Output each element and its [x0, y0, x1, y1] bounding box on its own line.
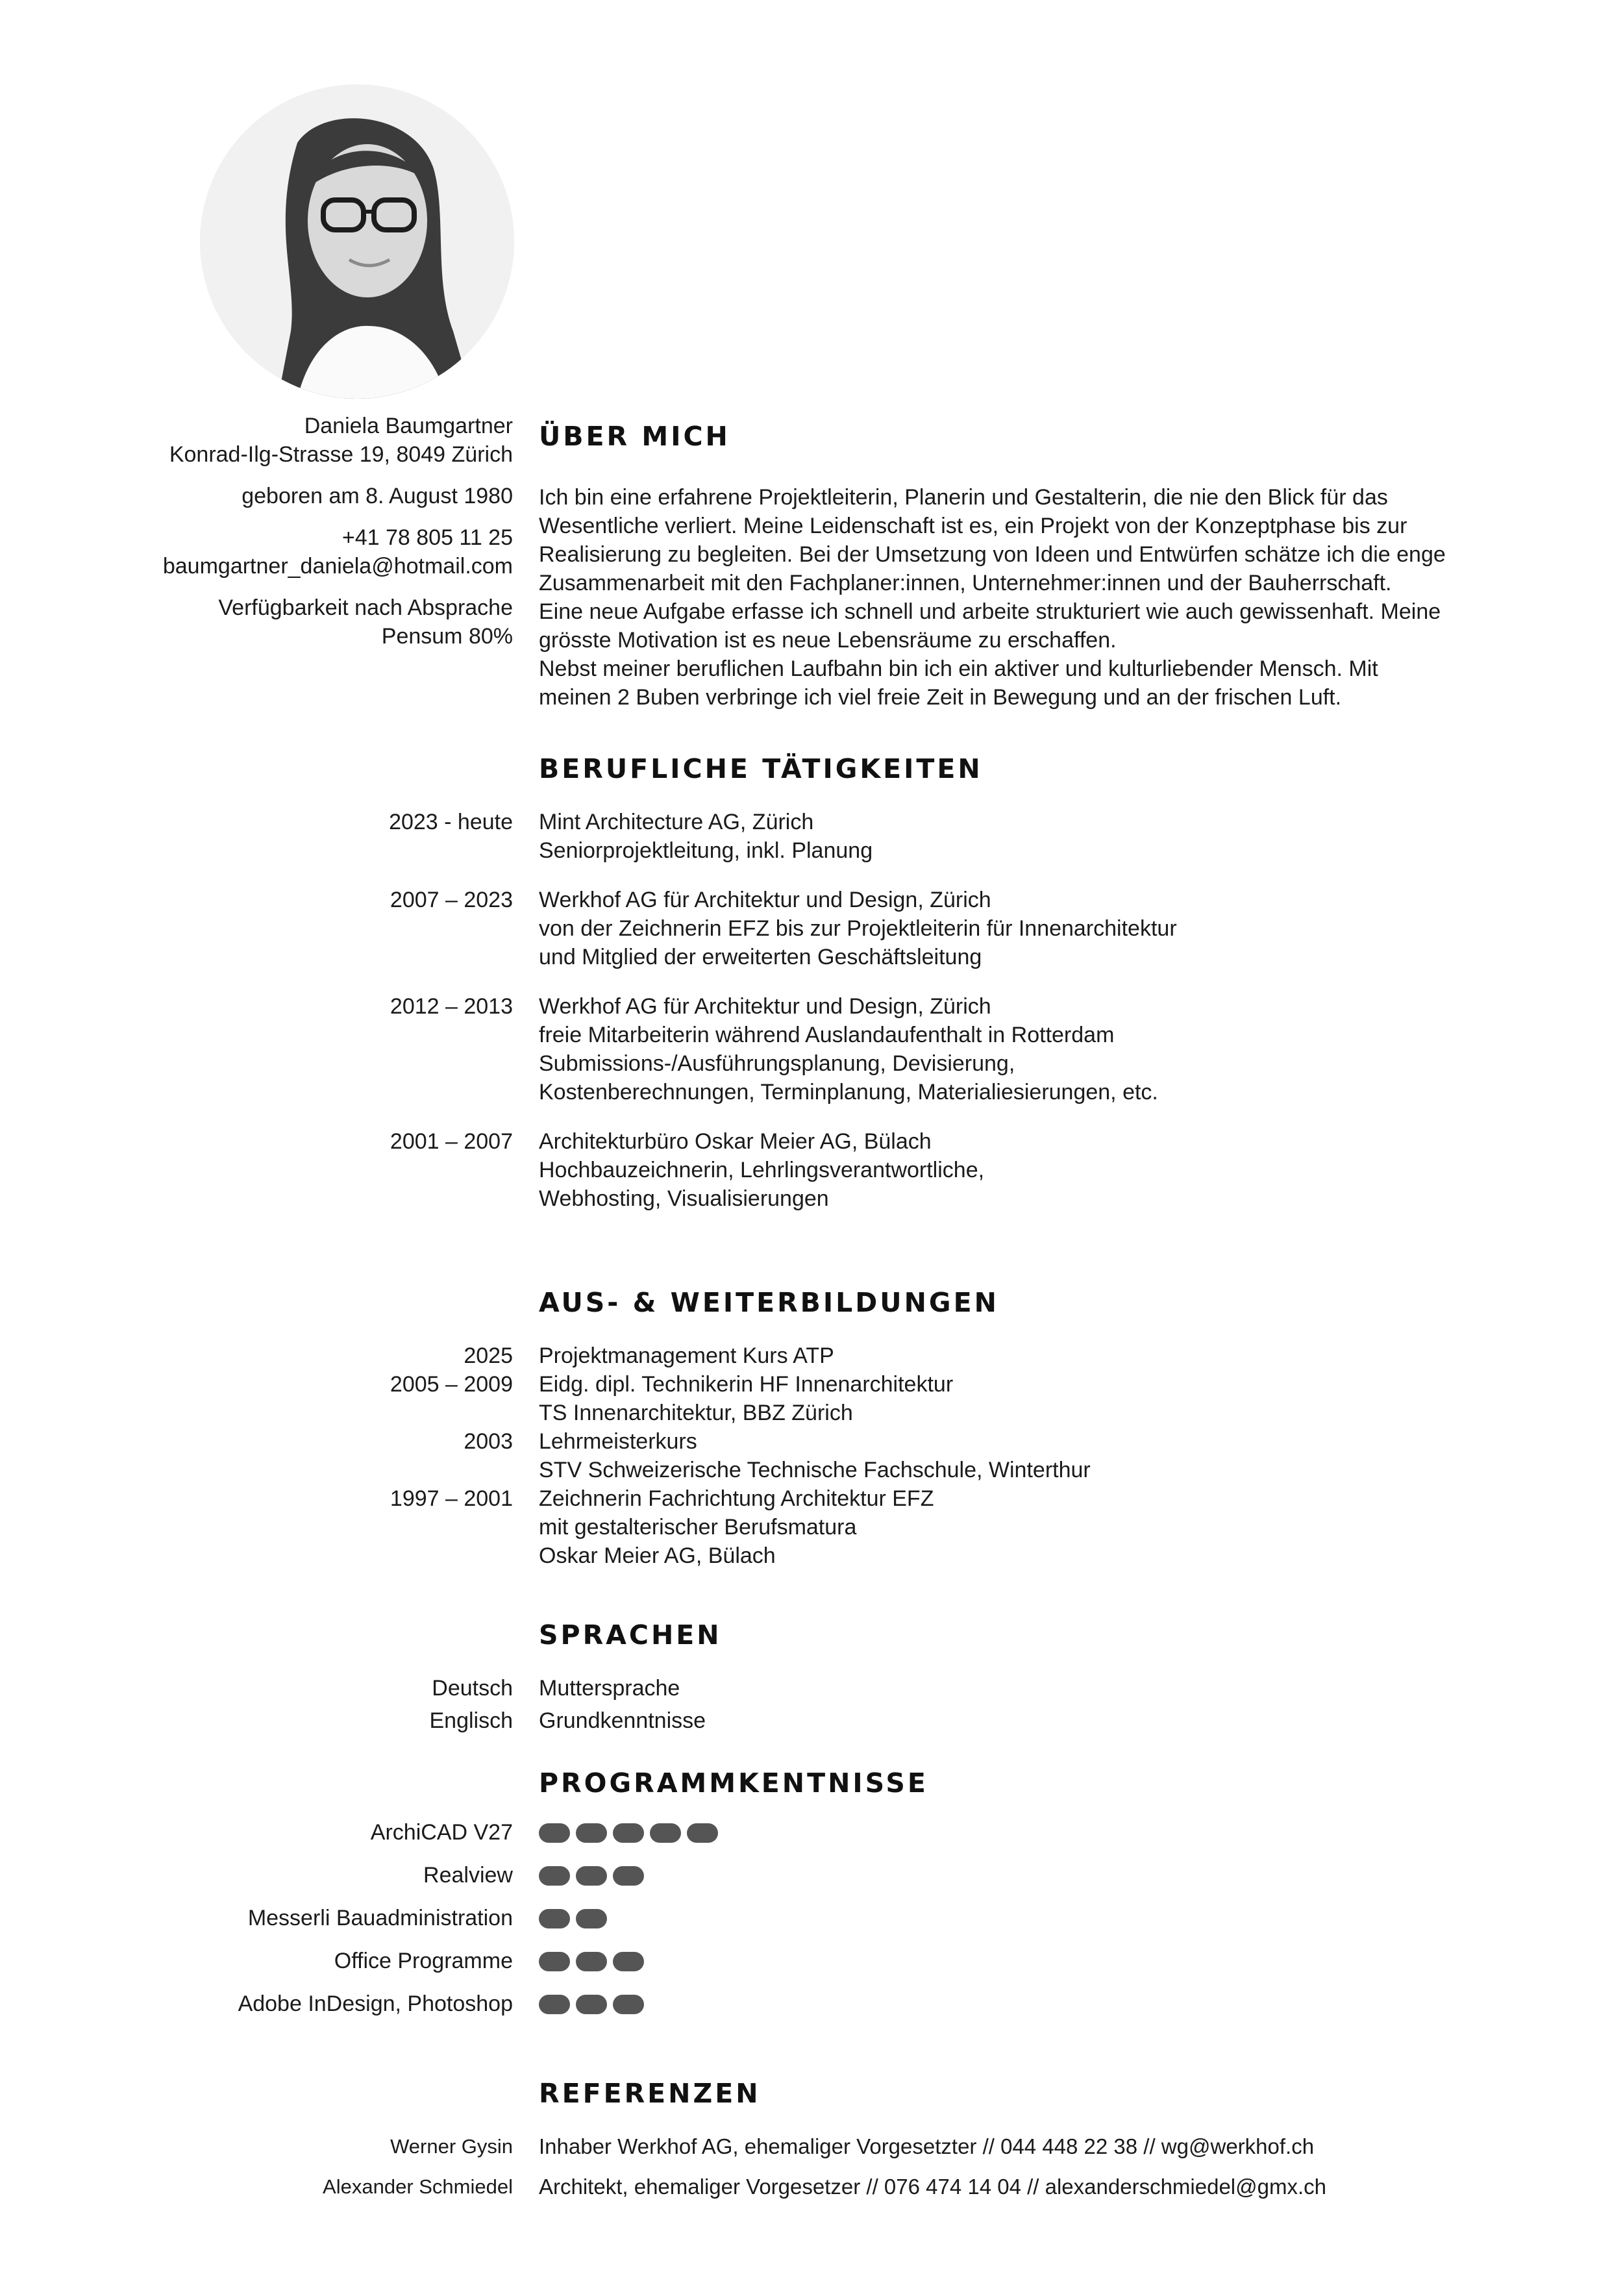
- rating-pill: [613, 1823, 644, 1843]
- about-line: Eine neue Aufgabe erfasse ich schnell und arbeite strukturiert wie auch gewissenhaft. Meine: [539, 599, 1441, 624]
- education-line: Eidg. dipl. Technikerin HF Innenarchitektur: [539, 1372, 954, 1397]
- portrait-illustration: [200, 84, 514, 399]
- education-details: [539, 1341, 1513, 1370]
- work-line: freie Mitarbeiterin während Auslandaufenthalt in Rotterdam: [539, 1023, 1115, 1047]
- profile-photo: [200, 84, 514, 399]
- rating-pill: [539, 1823, 570, 1843]
- work-period: 2023 - heute: [389, 810, 513, 834]
- rating-pill: [539, 1995, 570, 2014]
- language-name: Englisch: [429, 1708, 513, 1733]
- education-period: 2005 – 2009: [390, 1372, 513, 1397]
- contact-email: baumgartner_daniela@hotmail.com: [162, 554, 513, 579]
- skill-rating: [539, 1909, 607, 1928]
- about-line: Wesentliche verliert. Meine Leidenschaft ist es, ein Projekt von der Konzeptphase bis zur: [539, 514, 1407, 538]
- work-line: und Mitglied der erweiterten Geschäftsleitung: [539, 945, 982, 969]
- work-line: Werkhof AG für Architektur und Design, Zürich: [539, 888, 991, 912]
- education-line: Lehrmeisterkurs: [539, 1429, 697, 1454]
- work-period: 2012 – 2013: [390, 994, 513, 1019]
- education-period: 1997 – 2001: [390, 1486, 513, 1511]
- work-period: 2001 – 2007: [390, 1129, 513, 1154]
- rating-pill: [613, 1952, 644, 1971]
- rating-pill: [613, 1995, 644, 2014]
- skill-rating: [539, 1823, 718, 1843]
- work-line: Submissions-/Ausführungsplanung, Devisierung,: [539, 1051, 1015, 1076]
- rating-pill: [576, 1952, 607, 1971]
- reference-details: Architekt, ehemaliger Vorgesetzer // 076 474 14 04 // alexanderschmiedel@gmx.ch: [539, 2175, 1326, 2199]
- about-line: Ich bin eine erfahrene Projektleiterin, Planerin und Gestalterin, die nie den Blick für das: [539, 485, 1388, 510]
- section-title-references: REFERENZEN: [539, 2078, 761, 2109]
- about-line: Zusammenarbeit mit den Fachplaner:innen, Unternehmer:innen und der Bauherrschaft.: [539, 571, 1392, 595]
- rating-pill: [687, 1823, 718, 1843]
- rating-pill: [576, 1823, 607, 1843]
- software-name: Realview: [423, 1863, 513, 1888]
- about-text: [539, 483, 1513, 712]
- about-line: Realisierung zu begleiten. Bei der Umsetzung von Ideen und Entwürfen schätze ich die enge: [539, 542, 1446, 567]
- work-line: von der Zeichnerin EFZ bis zur Projektleiterin für Innenarchitektur: [539, 916, 1177, 941]
- skill-rating: [539, 1952, 644, 1971]
- contact-phone: +41 78 805 11 25: [341, 525, 513, 550]
- rating-pill: [576, 1995, 607, 2014]
- skill-rating: [539, 1995, 644, 2014]
- work-line: Architekturbüro Oskar Meier AG, Bülach: [539, 1129, 932, 1154]
- work-line: Werkhof AG für Architektur und Design, Zürich: [539, 994, 991, 1019]
- work-details: [539, 992, 1513, 1106]
- education-line: Oskar Meier AG, Bülach: [539, 1543, 776, 1568]
- section-title-about: ÜBER MICH: [539, 421, 730, 452]
- section-title-work: BERUFLICHE TÄTIGKEITEN: [539, 753, 983, 784]
- software-name: ArchiCAD V27: [370, 1820, 513, 1845]
- language-level: Grundkenntnisse: [539, 1708, 706, 1733]
- education-period: 2025: [464, 1343, 513, 1368]
- section-title-software: PROGRAMMKENTNISSE: [539, 1767, 928, 1799]
- work-details: [539, 886, 1513, 971]
- about-line: Nebst meiner beruflichen Laufbahn bin ich ein aktiver und kulturliebender Mensch. Mit: [539, 656, 1378, 681]
- software-name: Adobe InDesign, Photoshop: [238, 1991, 513, 2016]
- section-title-education: AUS- & WEITERBILDUNGEN: [539, 1287, 999, 1318]
- software-name: Messerli Bauadministration: [247, 1906, 513, 1930]
- section-title-languages: SPRACHEN: [539, 1619, 722, 1651]
- contact-name: Daniela Baumgartner: [304, 414, 513, 438]
- education-period: 2003: [464, 1429, 513, 1454]
- software-name: Office Programme: [334, 1949, 513, 1973]
- contact-address: Konrad-Ilg-Strasse 19, 8049 Zürich: [169, 442, 513, 467]
- education-line: mit gestalterischer Berufsmatura: [539, 1515, 857, 1540]
- skill-rating: [539, 1866, 644, 1886]
- work-line: Webhosting, Visualisierungen: [539, 1186, 829, 1211]
- contact-birth: geboren am 8. August 1980: [242, 484, 513, 508]
- work-period: 2007 – 2023: [390, 888, 513, 912]
- rating-pill: [539, 1952, 570, 1971]
- reference-details: Inhaber Werkhof AG, ehemaliger Vorgesetzter // 044 448 22 38 // wg@werkhof.ch: [539, 2134, 1315, 2158]
- contact-block: [65, 412, 513, 651]
- work-details: [539, 1127, 1513, 1213]
- language-name: Deutsch: [432, 1676, 513, 1701]
- rating-pill: [613, 1866, 644, 1886]
- education-line: Zeichnerin Fachrichtung Architektur EFZ: [539, 1486, 934, 1511]
- education-details: [539, 1370, 1513, 1427]
- language-level: Muttersprache: [539, 1676, 680, 1701]
- contact-availability: Verfügbarkeit nach Absprache: [218, 595, 513, 620]
- work-details: [539, 808, 1513, 865]
- work-line: Kostenberechnungen, Terminplanung, Materialiesierungen, etc.: [539, 1080, 1158, 1104]
- work-line: Seniorprojektleitung, inkl. Planung: [539, 838, 873, 863]
- rating-pill: [576, 1909, 607, 1928]
- rating-pill: [539, 1866, 570, 1886]
- rating-pill: [650, 1823, 681, 1843]
- about-line: meinen 2 Buben verbringe ich viel freie Zeit in Bewegung und an der frischen Luft.: [539, 685, 1342, 710]
- rating-pill: [539, 1909, 570, 1928]
- education-line: STV Schweizerische Technische Fachschule, Winterthur: [539, 1458, 1091, 1482]
- education-details: [539, 1427, 1513, 1484]
- reference-name: Alexander Schmiedel: [323, 2175, 513, 2198]
- education-line: TS Innenarchitektur, BBZ Zürich: [539, 1401, 853, 1425]
- education-line: Projektmanagement Kurs ATP: [539, 1343, 834, 1368]
- about-line: grösste Motivation ist es neue Lebensräume zu erschaffen.: [539, 628, 1117, 653]
- work-line: Mint Architecture AG, Zürich: [539, 810, 814, 834]
- reference-name: Werner Gysin: [390, 2135, 513, 2158]
- work-line: Hochbauzeichnerin, Lehrlingsverantwortliche,: [539, 1158, 985, 1182]
- rating-pill: [576, 1866, 607, 1886]
- contact-workload: Pensum 80%: [381, 624, 513, 649]
- education-details: [539, 1484, 1513, 1570]
